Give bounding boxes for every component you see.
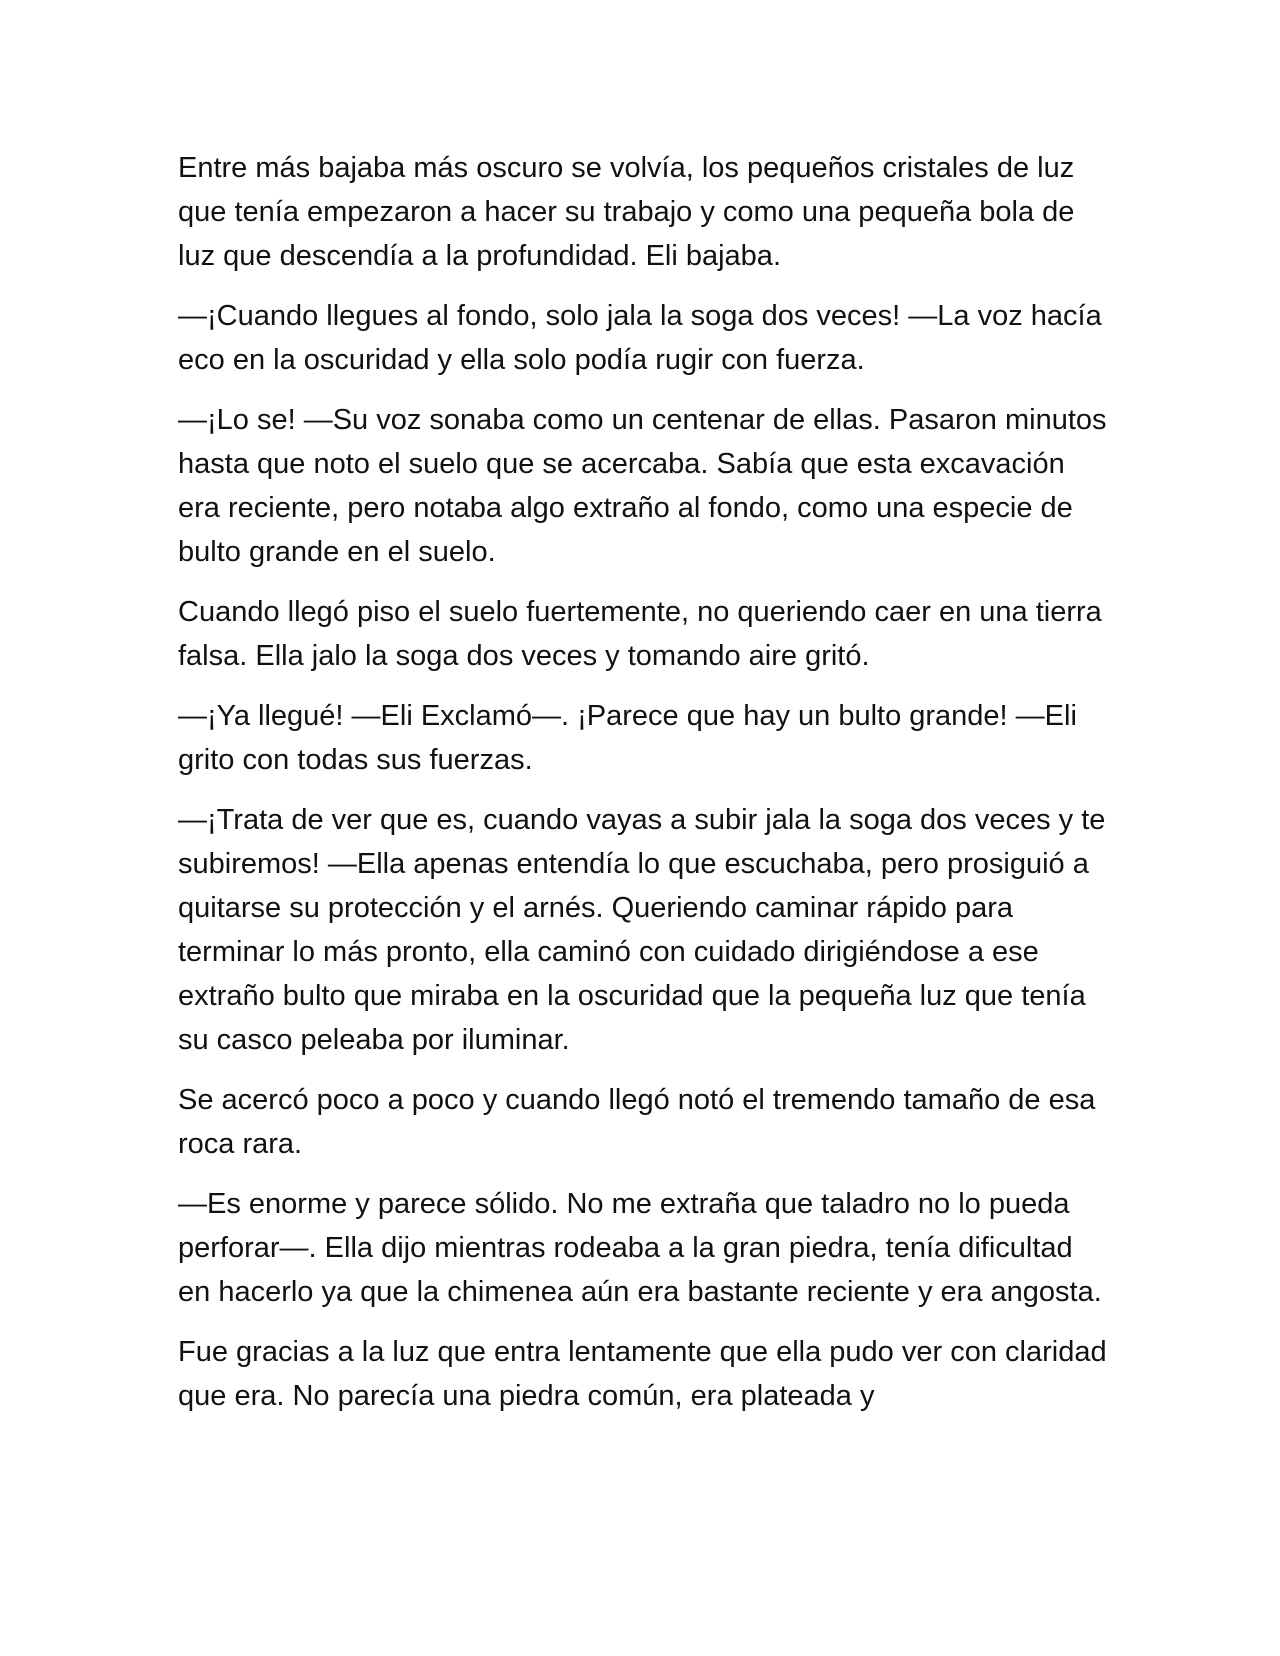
paragraph: Cuando llegó piso el suelo fuertemente, no queriendo caer en una tierra falsa. Ella jalo la soga dos veces y tomando aire gritó. xyxy=(178,596,1102,672)
document-body xyxy=(178,146,1108,1434)
paragraph: —¡Ya llegué! —Eli Exclamó—. ¡Parece que hay un bulto grande! —Eli grito con todas sus fuerzas. xyxy=(178,700,1077,776)
paragraph: Fue gracias a la luz que entra lentamente que ella pudo ver con claridad que era. No parecía una piedra común, era plateada y xyxy=(178,1336,1107,1412)
paragraph: —¡Trata de ver que es, cuando vayas a subir jala la soga dos veces y te subiremos! —Ella apenas entendía lo que escuchaba, pero prosiguió a quitarse su protección y el arnés. Queriendo caminar rápido para terminar lo más pronto, ella caminó con cuidado dirigiéndose a ese extraño bulto que miraba en la oscuridad que la pequeña luz que tenía su casco peleaba por iluminar. xyxy=(178,804,1106,1056)
paragraph: Entre más bajaba más oscuro se volvía, los pequeños cristales de luz que tenía empezaron a hacer su trabajo y como una pequeña bola de luz que descendía a la profundidad. Eli bajaba. xyxy=(178,152,1075,272)
paragraph: —¡Lo se! —Su voz sonaba como un centenar de ellas. Pasaron minutos hasta que noto el suelo que se acercaba. Sabía que esta excavación era reciente, pero notaba algo extraño al fondo, como una especie de bulto grande en el suelo. xyxy=(178,404,1107,568)
paragraph: —Es enorme y parece sólido. No me extraña que taladro no lo pueda perforar—. Ella dijo mientras rodeaba a la gran piedra, tenía dificultad en hacerlo ya que la chimenea aún era bastante reciente y era angosta. xyxy=(178,1188,1102,1308)
paragraph: —¡Cuando llegues al fondo, solo jala la soga dos veces! —La voz hacía eco en la oscuridad y ella solo podía rugir con fuerza. xyxy=(178,300,1102,376)
paragraph: Se acercó poco a poco y cuando llegó notó el tremendo tamaño de esa roca rara. xyxy=(178,1084,1096,1160)
